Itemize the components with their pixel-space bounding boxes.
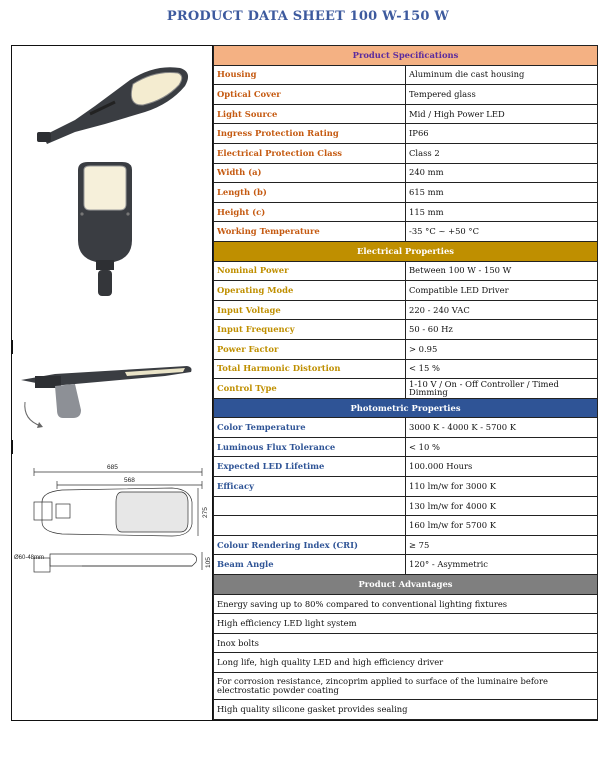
luminaire-angled-image	[35, 58, 195, 148]
table-row	[214, 359, 598, 379]
row-key: Beam Angle	[214, 555, 406, 575]
row-key: Input Frequency	[214, 320, 406, 340]
row-key: Expected LED Lifetime	[214, 457, 406, 477]
row-key: Colour Rendering Index (CRI)	[214, 535, 406, 555]
row-key: Input Voltage	[214, 300, 406, 320]
table-row	[214, 143, 598, 163]
table-row	[214, 477, 598, 497]
table-row	[214, 653, 598, 673]
row-value: 240 mm	[406, 163, 598, 183]
row-value: 130 lm/w for 4000 K	[406, 496, 598, 516]
advantage-item: Inox bolts	[214, 633, 598, 653]
dimension-drawing	[12, 462, 212, 594]
row-key: Operating Mode	[214, 281, 406, 301]
table-row	[214, 516, 598, 536]
row-key: Working Temperature	[214, 222, 406, 242]
dim-pipe-label: Ø60-48mm	[14, 555, 45, 561]
table-row	[214, 633, 598, 653]
table-row	[214, 222, 598, 242]
row-value: 615 mm	[406, 183, 598, 203]
page-title: PRODUCT DATA SHEET 100 W-150 W	[166, 9, 450, 24]
row-key: Control Type	[214, 379, 406, 399]
row-key: Power Factor	[214, 339, 406, 359]
table-row	[214, 379, 598, 399]
row-key: Height (c)	[214, 202, 406, 222]
row-key: Housing	[214, 65, 406, 85]
row-value: Between 100 W - 150 W	[406, 261, 598, 281]
advantage-item: Energy saving up to 80% compared to conventional lighting fixtures	[214, 594, 598, 614]
row-key	[214, 496, 406, 516]
table-row	[214, 163, 598, 183]
row-value: Mid / High Power LED	[406, 104, 598, 124]
table-row	[214, 437, 598, 457]
table-row	[214, 65, 598, 85]
row-value: Class 2	[406, 143, 598, 163]
row-value: 1-10 V / On - Off Controller / Timed Dimming	[406, 379, 598, 399]
table-row	[214, 496, 598, 516]
table-row	[214, 418, 598, 438]
row-value: Tempered glass	[406, 85, 598, 105]
table-row	[214, 183, 598, 203]
dim-inner-label: 568	[124, 477, 135, 484]
luminaire-bottom-image	[70, 160, 140, 300]
row-key: Width (a)	[214, 163, 406, 183]
row-value: 50 - 60 Hz	[406, 320, 598, 340]
section-header-specs: Product Specifications	[214, 46, 598, 66]
row-key: Efficacy	[214, 477, 406, 497]
section-header-advantages: Product Advantages	[214, 575, 598, 595]
row-value: 110 lm/w for 3000 K	[406, 477, 598, 497]
advantage-item: High quality silicone gasket provides sealing	[214, 700, 598, 720]
divider-tick	[11, 440, 13, 454]
row-value: 160 lm/w for 5700 K	[406, 516, 598, 536]
row-value: 120° - Asymmetric	[406, 555, 598, 575]
row-key: Light Source	[214, 104, 406, 124]
row-value: 3000 K - 4000 K - 5700 K	[406, 418, 598, 438]
table-row	[214, 673, 598, 700]
section-header-electrical: Electrical Properties	[214, 241, 598, 261]
row-value: IP66	[406, 124, 598, 144]
dim-height-label: 105	[205, 557, 212, 568]
advantage-item: For corrosion resistance, zincoprim applied to surface of the luminaire before electrostatic powder coating	[214, 673, 598, 700]
row-value: 220 - 240 VAC	[406, 300, 598, 320]
section-header-photometric: Photometric Properties	[214, 398, 598, 418]
row-key: Total Harmonic Distortion	[214, 359, 406, 379]
row-value: < 15 %	[406, 359, 598, 379]
advantage-item: Long life, high quality LED and high efficiency driver	[214, 653, 598, 673]
table-row	[214, 281, 598, 301]
table-row	[214, 457, 598, 477]
row-key: Electrical Protection Class	[214, 143, 406, 163]
row-key	[214, 516, 406, 536]
table-row	[214, 594, 598, 614]
table-row	[214, 320, 598, 340]
row-value: > 0.95	[406, 339, 598, 359]
table-row	[214, 202, 598, 222]
table-row	[214, 85, 598, 105]
divider-tick	[11, 340, 13, 354]
table-row	[214, 535, 598, 555]
table-row	[214, 614, 598, 634]
table-row	[214, 555, 598, 575]
row-value: Aluminum die cast housing	[406, 65, 598, 85]
row-value: 100.000 Hours	[406, 457, 598, 477]
dim-width-label: 275	[202, 507, 209, 518]
row-value: ≥ 75	[406, 535, 598, 555]
table-row	[214, 261, 598, 281]
spec-table	[213, 45, 598, 720]
row-key: Ingress Protection Rating	[214, 124, 406, 144]
table-row	[214, 700, 598, 720]
row-value: Compatible LED Driver	[406, 281, 598, 301]
table-row	[214, 124, 598, 144]
row-key: Luminous Flux Tolerance	[214, 437, 406, 457]
row-key: Optical Cover	[214, 85, 406, 105]
advantage-item: High efficiency LED light system	[214, 614, 598, 634]
table-row	[214, 339, 598, 359]
table-row	[214, 300, 598, 320]
row-value: < 10 %	[406, 437, 598, 457]
row-key: Length (b)	[214, 183, 406, 203]
row-key: Nominal Power	[214, 261, 406, 281]
row-key: Color Temperature	[214, 418, 406, 438]
dim-total-label: 685	[107, 464, 118, 471]
row-value: 115 mm	[406, 202, 598, 222]
row-value: -35 °C ~ +50 °C	[406, 222, 598, 242]
luminaire-side-image	[15, 362, 195, 437]
table-row	[214, 104, 598, 124]
